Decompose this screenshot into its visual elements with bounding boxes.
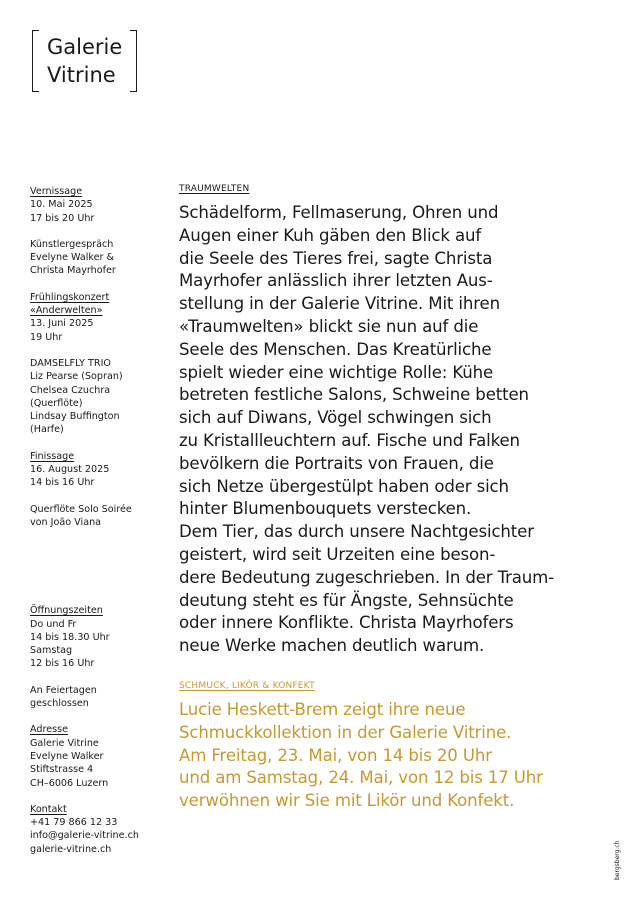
logo-text xyxy=(39,30,130,92)
oeffnung-line: 14 bis 18.30 Uhr xyxy=(30,631,110,643)
sidebar-feiertage xyxy=(30,684,170,711)
body-line: oder innere Konflikte. Christa Mayrhofers xyxy=(179,613,514,633)
body-line: Mayrhofer anlässlich ihrer letzten Aus- xyxy=(179,271,493,291)
finissage-heading: Finissage xyxy=(30,450,75,462)
body-line: betreten festliche Salons, Schweine betten xyxy=(179,385,529,405)
sidebar-finissage xyxy=(30,450,170,490)
adresse-line: Stiftstrasse 4 xyxy=(30,764,94,776)
design-credit: bergsberg.ch xyxy=(614,840,621,880)
logo-line-2: Vitrine xyxy=(47,63,116,87)
gespraech-line: Künstlergespräch xyxy=(30,238,114,250)
adresse-heading: Adresse xyxy=(30,724,69,736)
soiree-line: Querflöte Solo Soirée xyxy=(30,503,132,515)
trio-line: (Querflöte) xyxy=(30,397,83,409)
trio-line: DAMSELFLY TRIO xyxy=(30,357,111,369)
trio-line: (Harfe) xyxy=(30,424,64,436)
oeffnung-line: Do und Fr xyxy=(30,618,77,630)
konzert-subheading: «Anderwelten» xyxy=(30,305,103,317)
logo-line-1: Galerie xyxy=(47,35,123,59)
body-line: «Traumwelten» blickt sie nun auf die xyxy=(179,316,479,336)
konzert-date: 13. Juni 2025 xyxy=(30,318,94,330)
body-line: bevölkern die Portraits von Frauen, die xyxy=(179,453,494,473)
oeffnung-line: 12 bis 16 Uhr xyxy=(30,658,95,670)
kontakt-heading: Kontakt xyxy=(30,803,67,815)
logo-left-bracket xyxy=(32,30,39,92)
body-line: Seele des Menschen. Das Kreatürliche xyxy=(179,339,492,359)
feiertage-line: geschlossen xyxy=(30,698,89,710)
gold-line: Schmuckkollektion in der Galerie Vitrine. xyxy=(179,722,512,742)
body-line: deutung steht es für Ängste, Sehnsüchte xyxy=(179,590,514,610)
sidebar-trio xyxy=(30,357,170,437)
body-line: die Seele des Tieres frei, sagte Christa xyxy=(179,248,493,268)
schmuck-body xyxy=(179,699,599,813)
gold-line: und am Samstag, 24. Mai, von 12 bis 17 Uhr xyxy=(179,768,543,788)
sidebar-kontakt xyxy=(30,803,170,856)
finissage-time: 14 bis 16 Uhr xyxy=(30,477,95,489)
traumwelten-body xyxy=(179,202,599,658)
body-line: zu Kristallleuchtern auf. Fische und Falken xyxy=(179,430,520,450)
traumwelten-kicker: TRAUMWELTEN xyxy=(179,184,250,194)
body-line: spielt wieder eine wichtige Rolle: Kühe xyxy=(179,362,494,382)
trio-line: Lindsay Buffington xyxy=(30,411,120,423)
gallery-logo xyxy=(32,30,137,92)
vernissage-time: 17 bis 20 Uhr xyxy=(30,212,95,224)
adresse-line: Evelyne Walker xyxy=(30,750,104,762)
sidebar-vernissage xyxy=(30,185,170,225)
body-line: sich auf Diwans, Vögel schwingen sich xyxy=(179,408,492,428)
feiertage-line: An Feiertagen xyxy=(30,684,97,696)
schmuck-kicker: SCHMUCK, LIKÖR & KONFEKT xyxy=(179,680,315,691)
body-line: hinter Blumenbouquets verstecken. xyxy=(179,499,472,519)
main-content xyxy=(179,183,599,813)
sidebar-adresse xyxy=(30,723,170,789)
body-line: Dem Tier, das durch unsere Nachtgesichter xyxy=(179,522,534,542)
body-line: dere Bedeutung zugeschrieben. In der Traum- xyxy=(179,567,555,587)
konzert-heading: Frühlingskonzert xyxy=(30,291,110,303)
body-line: stellung in der Galerie Vitrine. Mit ihren xyxy=(179,294,500,314)
gespraech-line: Christa Mayrhofer xyxy=(30,265,116,277)
trio-line: Chelsea Czuchra xyxy=(30,384,111,396)
kontakt-email[interactable]: info@galerie-vitrine.ch xyxy=(30,830,139,842)
adresse-line: Galerie Vitrine xyxy=(30,737,99,749)
oeffnung-heading: Öffnungszeiten xyxy=(30,605,103,617)
oeffnung-line: Samstag xyxy=(30,645,73,657)
logo-right-bracket xyxy=(130,30,137,92)
body-line: Augen einer Kuh gäben den Blick auf xyxy=(179,225,482,245)
vernissage-date: 10. Mai 2025 xyxy=(30,199,93,211)
sidebar-gespraech xyxy=(30,238,170,278)
body-line: sich Netze übergestülpt haben oder sich xyxy=(179,476,509,496)
sidebar-spacer xyxy=(30,542,170,604)
sidebar-konzert xyxy=(30,291,170,344)
sidebar xyxy=(30,185,170,869)
finissage-date: 16. August 2025 xyxy=(30,464,110,476)
kontakt-phone[interactable]: +41 79 866 12 33 xyxy=(30,817,118,829)
konzert-time: 19 Uhr xyxy=(30,331,63,343)
gold-line: Lucie Heskett-Brem zeigt ihre neue xyxy=(179,699,466,719)
sidebar-soiree xyxy=(30,503,170,530)
gespraech-line: Evelyne Walker & xyxy=(30,252,115,264)
body-line: Schädelform, Fellmaserung, Ohren und xyxy=(179,203,499,222)
trio-line: Liz Pearse (Sopran) xyxy=(30,371,123,383)
sidebar-oeffnungszeiten xyxy=(30,604,170,670)
kontakt-website[interactable]: galerie-vitrine.ch xyxy=(30,843,112,855)
adresse-line: CH–6006 Luzern xyxy=(30,777,109,789)
soiree-line: von João Viana xyxy=(30,516,102,528)
body-line: geistert, wird seit Urzeiten eine beson- xyxy=(179,544,496,564)
gold-line: verwöhnen wir Sie mit Likör und Konfekt. xyxy=(179,791,515,811)
gold-line: Am Freitag, 23. Mai, von 14 bis 20 Uhr xyxy=(179,745,492,765)
vernissage-heading: Vernissage xyxy=(30,186,83,197)
body-line: neue Werke machen deutlich warum. xyxy=(179,636,485,656)
